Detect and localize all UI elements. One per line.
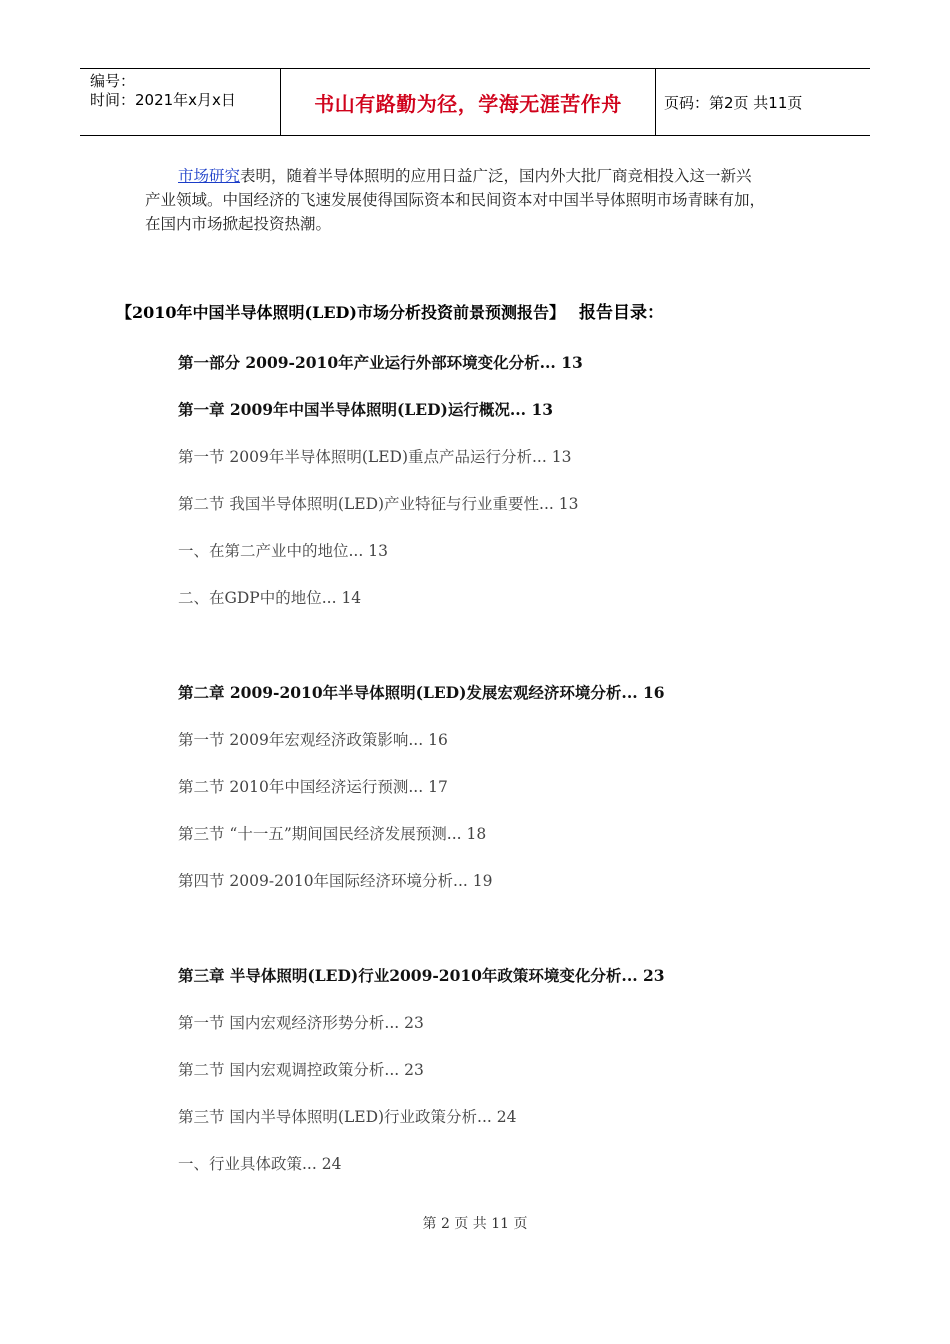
header-page-info: 页码：第2页 共11页 [664,93,803,112]
intro-text-line3: 在国内市场掀起投资热潮。 [145,215,332,233]
toc-entry: 第一节 2009年宏观经济政策影响... 16 [178,731,448,749]
toc-entry: 一、行业具体政策... 24 [178,1155,342,1173]
toc-entry: 第一节 2009年半导体照明(LED)重点产品运行分析... 13 [178,448,572,466]
report-title-main: 【2010年中国半导体照明(LED)市场分析投资前景预测报告】 [116,303,565,322]
toc-entry: 第一部分 2009-2010年产业运行外部环境变化分析... 13 [178,353,583,372]
toc-entry: 第二章 2009-2010年半导体照明(LED)发展宏观经济环境分析... 16 [178,683,665,702]
intro-paragraph [145,164,815,236]
header-motto: 书山有路勤为径，学海无涯苦作舟 [281,69,656,135]
toc-entry: 第一章 2009年中国半导体照明(LED)运行概况... 13 [178,400,554,419]
page-footer: 第 2 页 共 11 页 [422,1216,528,1232]
toc-entry: 第二节 我国半导体照明(LED)产业特征与行业重要性... 13 [178,495,579,513]
toc-entry: 第二节 2010年中国经济运行预测... 17 [178,778,448,796]
toc-entry: 第一节 国内宏观经济形势分析... 23 [178,1014,424,1032]
toc-entry: 一、在第二产业中的地位... 13 [178,542,388,560]
toc-entry: 第三章 半导体照明(LED)行业2009-2010年政策环境变化分析... 23 [178,966,665,985]
market-research-link[interactable]: 市场研究 [178,167,241,185]
toc-entry: 二、在GDP中的地位... 14 [178,589,362,607]
toc-entry: 第四节 2009-2010年国际经济环境分析... 19 [178,872,493,890]
document-header [80,68,870,136]
report-title [116,298,664,323]
header-meta [80,69,281,135]
number-label: 编号： [90,72,136,90]
report-title-suffix: 报告目录： [579,303,664,323]
time-label: 时间：2021年x月x日 [90,91,236,109]
toc-entry: 第三节 “十一五”期间国民经济发展预测... 18 [178,825,487,843]
intro-text-line2: 产业领域。中国经济的飞速发展使得国际资本和民间资本对中国半导体照明市场青睐有加， [145,191,766,209]
toc-entry: 第三节 国内半导体照明(LED)行业政策分析... 24 [178,1108,517,1126]
intro-text-line1: 表明，随着半导体照明的应用日益广泛，国内外大批厂商竞相投入这一新兴 [240,167,752,185]
toc-entry: 第二节 国内宏观调控政策分析... 23 [178,1061,424,1079]
